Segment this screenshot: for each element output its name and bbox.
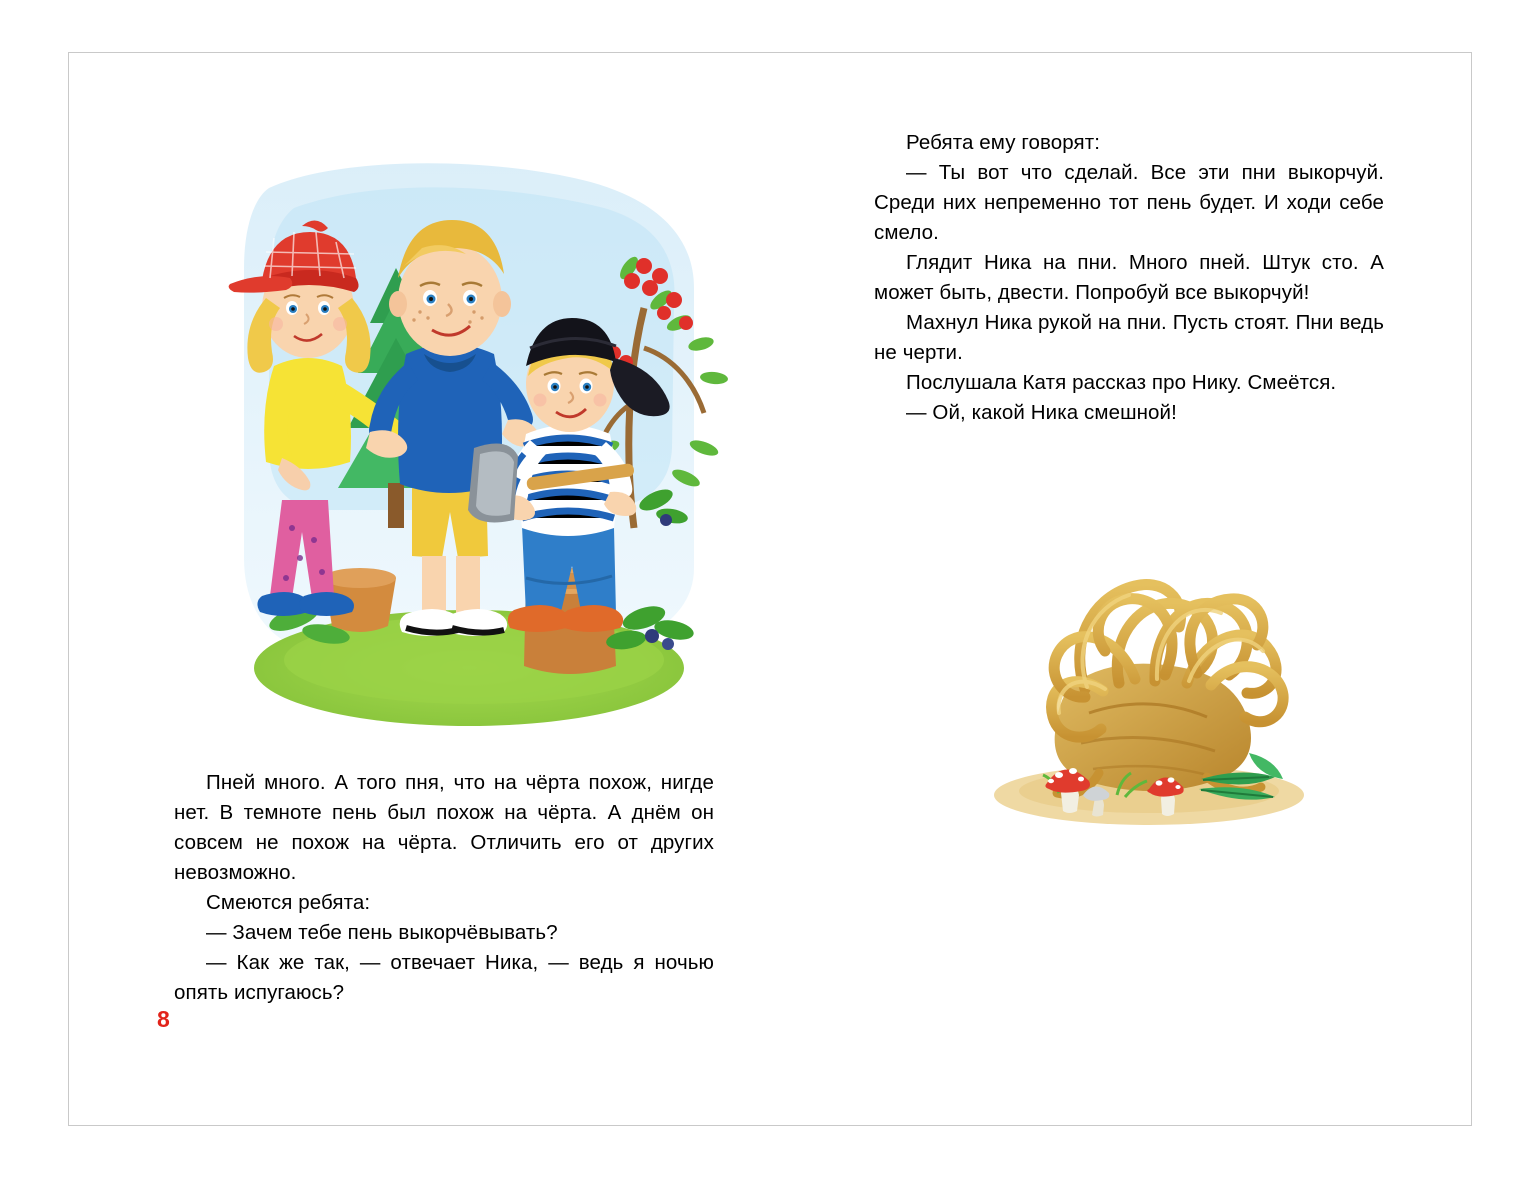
paragraph: Глядит Ника на пни. Много пней. Штук сто. А может быть, двести. Попробуй все выкорчуй! <box>874 251 1384 304</box>
left-text-column <box>174 768 714 1008</box>
book-page <box>68 52 1472 1126</box>
illustration-three-children-in-forest <box>174 148 749 748</box>
illustration-uprooted-stump <box>949 503 1339 833</box>
paragraph: — Зачем тебе пень выкорчёвывать? <box>206 921 558 944</box>
paragraph: Послушала Катя рассказ про Нику. Смеётся. <box>906 371 1337 394</box>
page-number: 8 <box>157 1006 170 1032</box>
paragraph: — Ты вот что сделай. Все эти пни выкорчуй. Среди них непременно тот пень будет. И ходи себе смело. <box>874 161 1384 244</box>
right-text-column <box>874 128 1384 428</box>
paragraph: — Как же так, — отвечает Ника, — ведь я ночью опять испугаюсь? <box>174 951 714 1004</box>
paragraph: — Ой, какой Ника смешной! <box>906 401 1177 424</box>
paragraph: Махнул Ника рукой на пни. Пусть стоят. Пни ведь не черти. <box>874 311 1384 364</box>
paragraph: Ребята ему говорят: <box>906 131 1101 154</box>
paragraph: Пней много. А того пня, что на чёрта похож, нигде нет. В темноте пень был похож на чёрта. А днём он совсем не похож на чёрта. Отличить его от других невозможно. <box>174 771 714 884</box>
paragraph: Смеются ребята: <box>206 891 371 914</box>
